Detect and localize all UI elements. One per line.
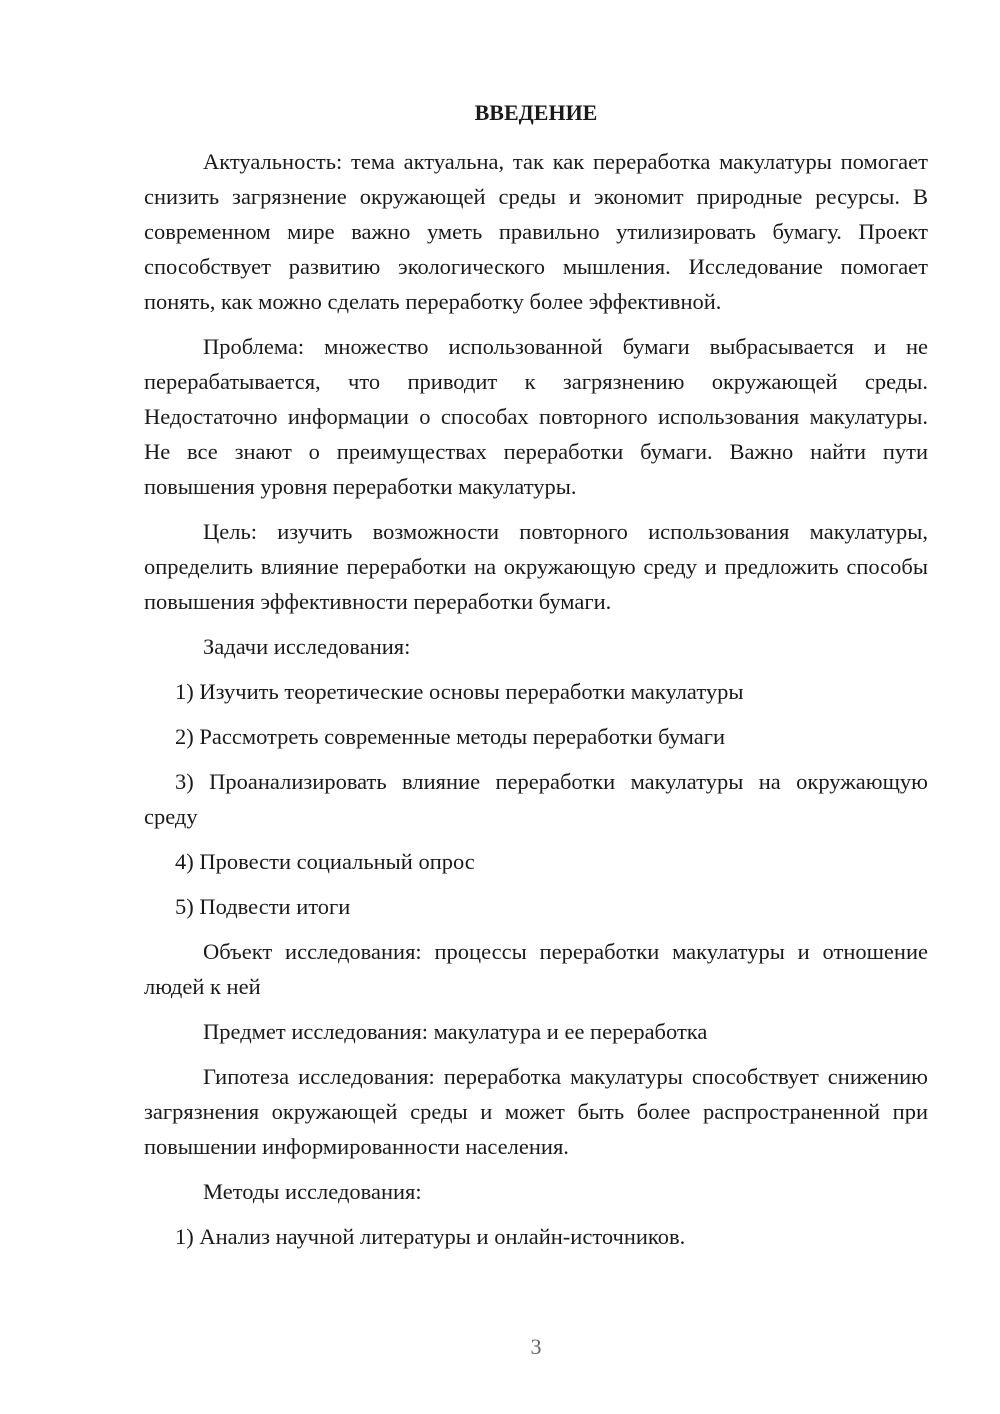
task-item-4: 4) Провести социальный опрос [175, 849, 475, 874]
subject-paragraph: Предмет исследования: макулатура и ее переработка [203, 1019, 708, 1044]
task-item-5: 5) Подвести итоги [175, 894, 351, 919]
methods-heading: Методы исследования: [203, 1179, 422, 1204]
relevance-paragraph: Актуальность: тема актуальна, так как переработка макулатуры помогает снизить загрязнение окружающей среды и экономит природные ресурсы. В современном мире важно уметь правильно утилизировать бумагу. Проект способствует развитию экологического мышления. Исследование помогает понять, как можно сделать переработку более эффективной. [144, 149, 928, 314]
problem-paragraph: Проблема: множество использованной бумаги выбрасывается и не перерабатывается, что приводит к загрязнению окружающей среды. Недостаточно информации о способах повторного использования макулатуры. Не все знают о преимуществах переработки бумаги. Важно найти пути повышения уровня переработки макулатуры. [144, 334, 928, 499]
object-paragraph: Объект исследования: процессы переработки макулатуры и отношение людей к ней [144, 939, 928, 999]
tasks-heading: Задачи исследования: [203, 634, 411, 659]
page-number: 3 [530, 1334, 542, 1359]
document-body [144, 95, 928, 1264]
method-item-1: 1) Анализ научной литературы и онлайн-источников. [175, 1224, 686, 1249]
page-title: ВВЕДЕНИЕ [474, 100, 598, 125]
task-item-2: 2) Рассмотреть современные методы переработки бумаги [175, 724, 725, 749]
task-item-1: 1) Изучить теоретические основы переработки макулатуры [175, 679, 744, 704]
hypothesis-paragraph: Гипотеза исследования: переработка макулатуры способствует снижению загрязнения окружающей среды и может быть более распространенной при повышении информированности населения. [144, 1064, 928, 1159]
goal-paragraph: Цель: изучить возможности повторного использования макулатуры, определить влияние переработки на окружающую среду и предложить способы повышения эффективности переработки бумаги. [144, 519, 928, 614]
task-item-3: 3) Проанализировать влияние переработки макулатуры на окружающую среду [144, 769, 928, 829]
